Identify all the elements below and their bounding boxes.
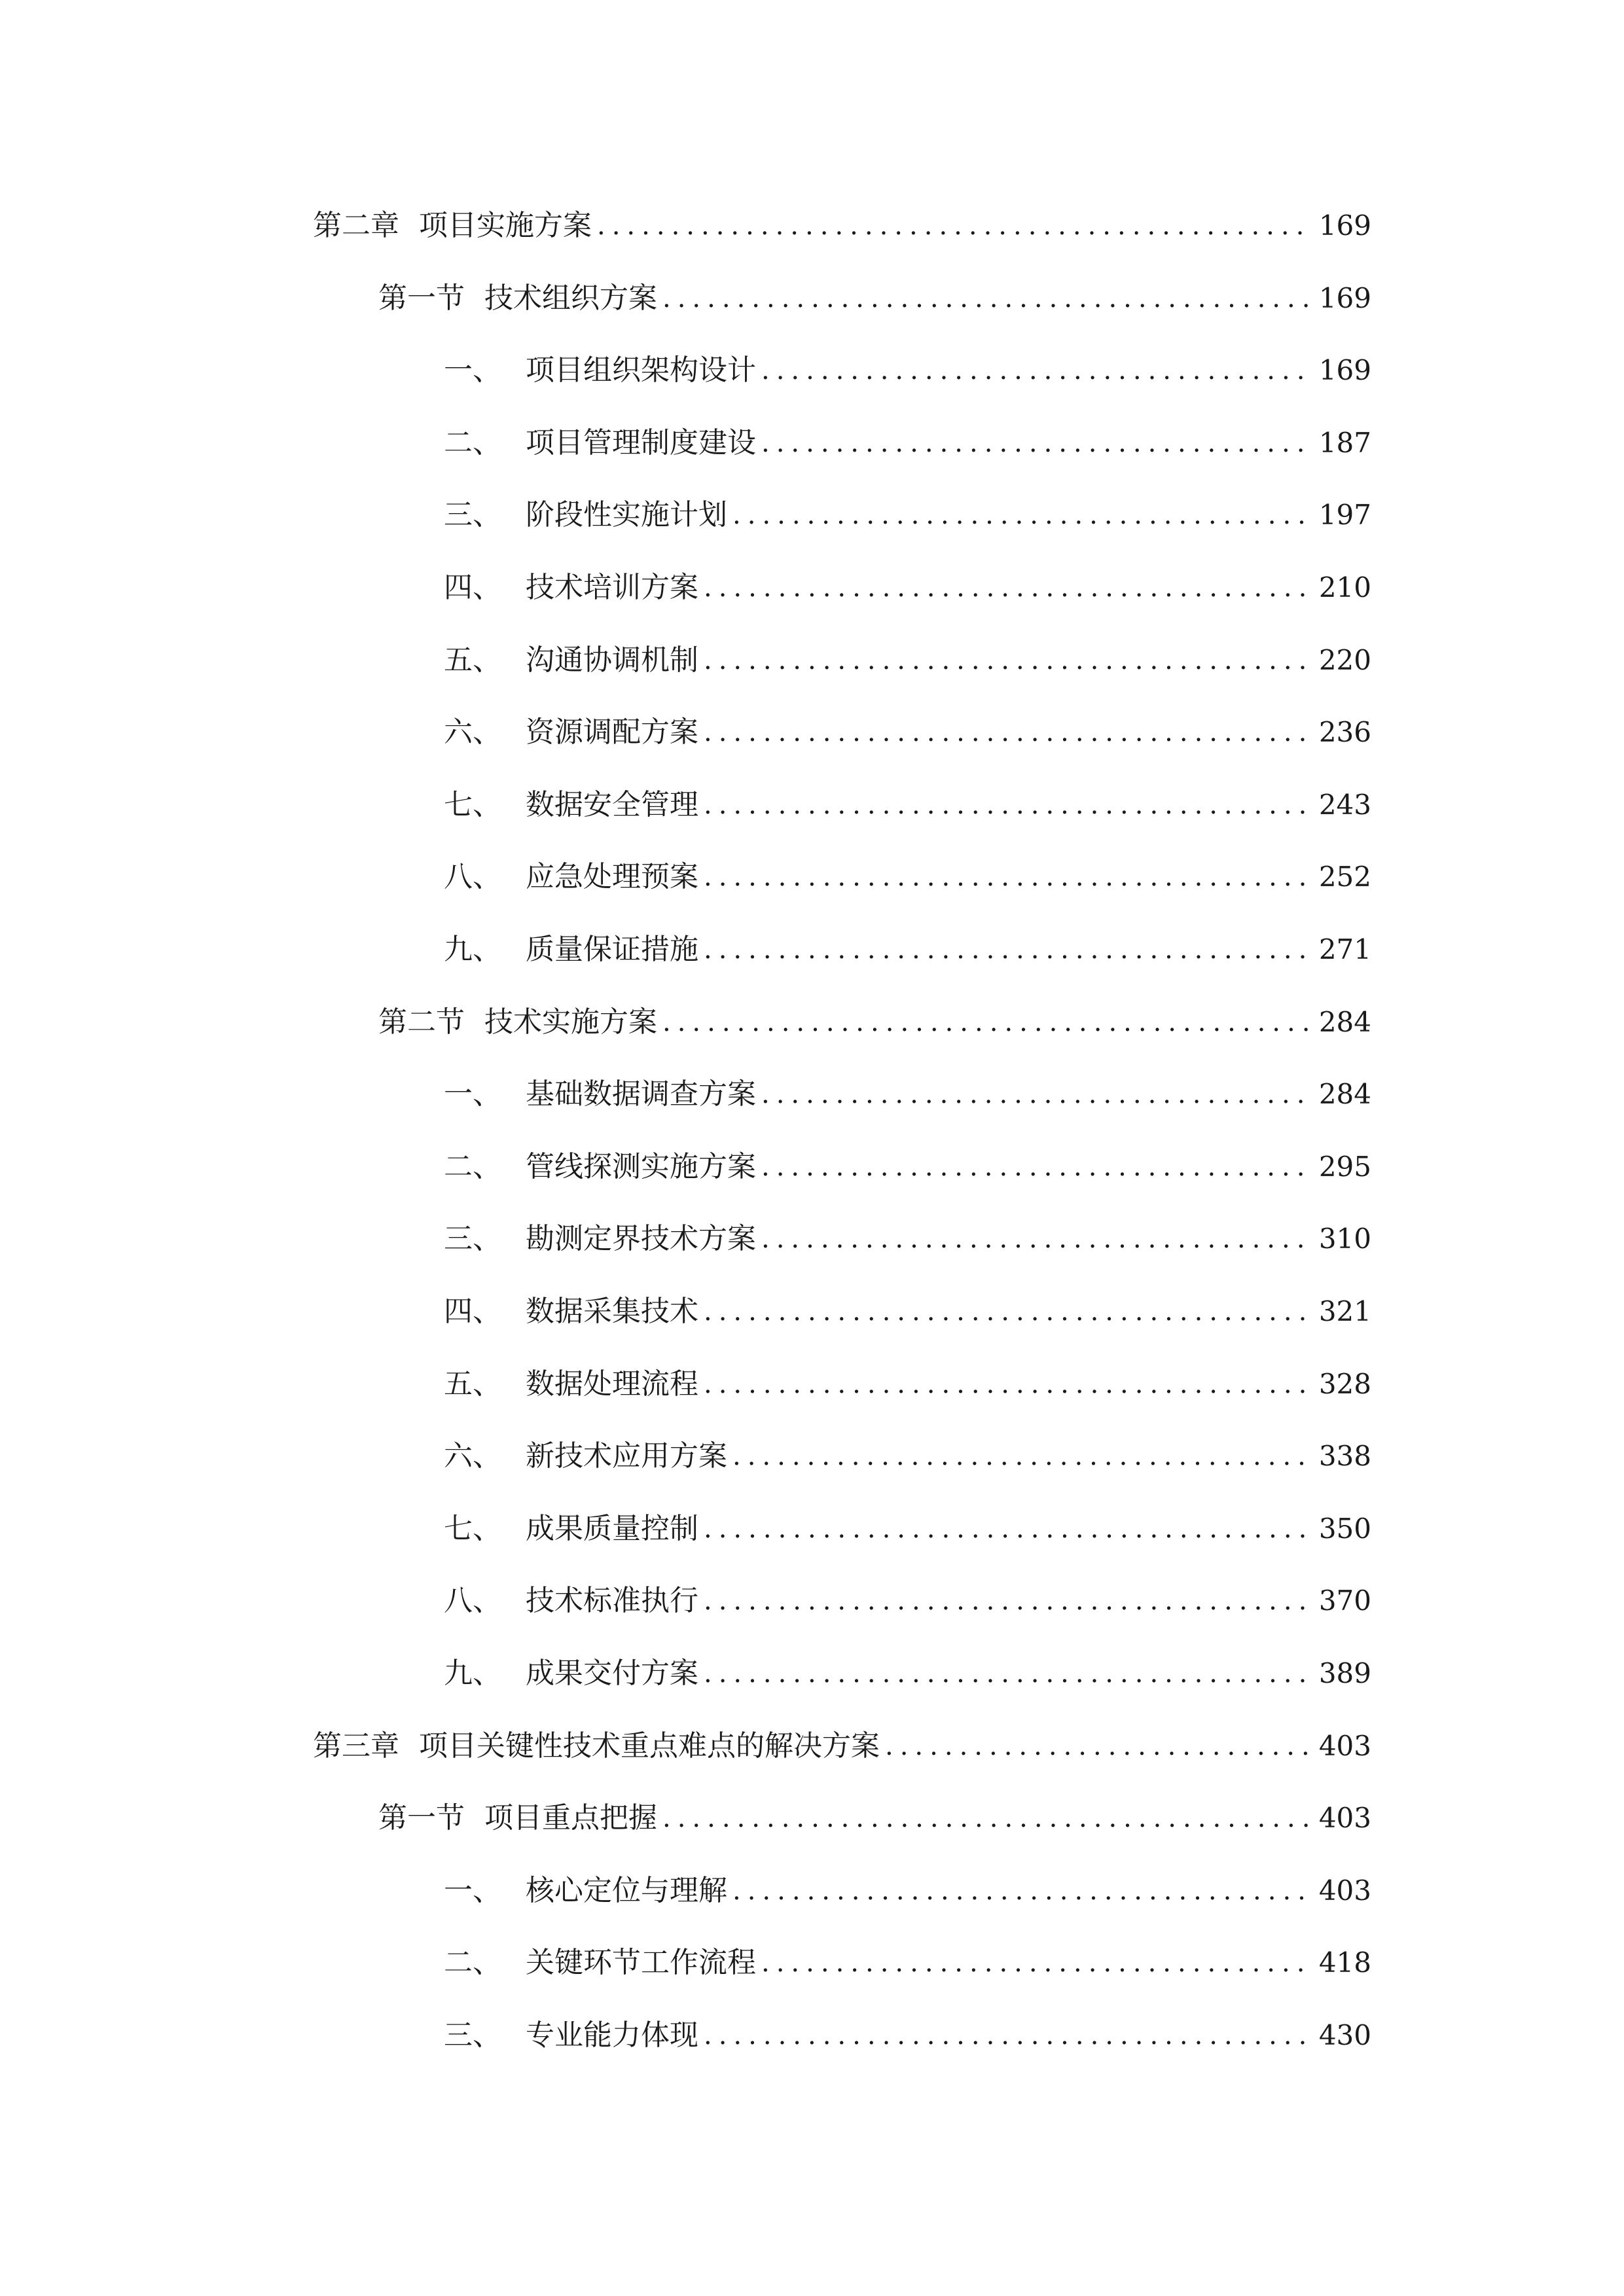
toc-entry-number: 四、: [444, 1295, 501, 1328]
toc-page-number: 169: [1318, 354, 1371, 386]
toc-dot-leader: [761, 1068, 1308, 1121]
toc-dot-leader: [597, 200, 1308, 252]
toc-dot-leader: [662, 996, 1308, 1049]
toc-entry[interactable]: [444, 1213, 1371, 1265]
toc-entry-title: 关键环节工作流程: [526, 1946, 756, 1979]
toc-page-number: 284: [1318, 1006, 1371, 1038]
toc-dot-leader: [704, 1503, 1308, 1555]
toc-entry-title: 应急处理预案: [526, 860, 698, 893]
toc-entry-title: 成果交付方案: [526, 1657, 698, 1690]
toc-entry-title: 项目组织架构设计: [526, 353, 756, 387]
toc-entry-title: 勘测定界技术方案: [526, 1222, 756, 1255]
toc-entry-number: 八、: [444, 1584, 501, 1617]
toc-entry-title: 技术组织方案: [484, 281, 657, 315]
toc-page-number: 370: [1318, 1585, 1371, 1617]
toc-entry-title: 数据安全管理: [526, 788, 698, 821]
toc-page-number: 210: [1318, 571, 1371, 603]
toc-entry[interactable]: [444, 1141, 1371, 1193]
toc-entry-number: 一、: [444, 1077, 501, 1111]
toc-entry[interactable]: [313, 200, 1371, 252]
toc-entry[interactable]: [444, 344, 1371, 397]
toc-entry[interactable]: [444, 924, 1371, 976]
toc-entry-number: 六、: [444, 1439, 501, 1473]
toc-entry-title: 技术实施方案: [484, 1005, 657, 1039]
toc-entry[interactable]: [444, 1647, 1371, 1700]
toc-dot-leader: [761, 417, 1308, 469]
toc-entry[interactable]: [444, 489, 1371, 541]
toc-dot-leader: [761, 1213, 1308, 1265]
toc-dot-leader: [885, 1720, 1308, 1772]
toc-entry-number: 三、: [444, 2018, 501, 2052]
toc-dot-leader: [704, 1647, 1308, 1700]
toc-dot-leader: [662, 272, 1308, 325]
toc-section-label: 第一节: [378, 281, 465, 315]
toc-dot-leader: [704, 1285, 1308, 1338]
toc-entry[interactable]: [444, 1285, 1371, 1338]
toc-page-number: 284: [1318, 1078, 1371, 1110]
toc-dot-leader: [732, 489, 1308, 541]
toc-page-number: 197: [1318, 499, 1371, 531]
toc-dot-leader: [704, 779, 1308, 831]
toc-entry-title: 基础数据调查方案: [526, 1077, 756, 1111]
toc-entry[interactable]: [444, 562, 1371, 614]
toc-entry-number: 三、: [444, 498, 501, 531]
toc-entry-number: 二、: [444, 426, 501, 459]
toc-page-number: 310: [1318, 1223, 1371, 1255]
toc-entry-number: 二、: [444, 1150, 501, 1183]
toc-page-number: 236: [1318, 716, 1371, 748]
toc-page-number: 321: [1318, 1295, 1371, 1327]
toc-entry[interactable]: [444, 1503, 1371, 1555]
toc-page-number: 389: [1318, 1657, 1371, 1689]
toc-dot-leader: [704, 634, 1308, 687]
toc-dot-leader: [704, 851, 1308, 903]
toc-entry-number: 八、: [444, 860, 501, 893]
toc-entry-number: 九、: [444, 1657, 501, 1690]
toc-entry[interactable]: [444, 417, 1371, 469]
toc-entry[interactable]: [444, 1068, 1371, 1121]
toc-dot-leader: [704, 562, 1308, 614]
toc-entry-title: 技术标准执行: [526, 1584, 698, 1617]
toc-dot-leader: [704, 924, 1308, 976]
toc-dot-leader: [732, 1865, 1308, 1917]
toc-page-number: 271: [1318, 933, 1371, 965]
toc-chapter-label: 第三章: [313, 1729, 399, 1763]
toc-page-number: 418: [1318, 1946, 1371, 1979]
toc-entry-title: 项目管理制度建设: [526, 426, 756, 459]
toc-chapter-label: 第二章: [313, 209, 399, 242]
toc-entry-title: 项目重点把握: [484, 1801, 657, 1835]
toc-page-number: 252: [1318, 861, 1371, 893]
toc-entry-number: 六、: [444, 715, 501, 749]
toc-dot-leader: [704, 1358, 1308, 1410]
toc-entry-title: 管线探测实施方案: [526, 1150, 756, 1183]
toc-page-number: 403: [1318, 1874, 1371, 1907]
toc-entry[interactable]: [444, 634, 1371, 687]
toc-entry-title: 项目关键性技术重点难点的解决方案: [419, 1729, 880, 1763]
toc-entry-title: 技术培训方案: [526, 571, 698, 604]
toc-entry-title: 沟通协调机制: [526, 643, 698, 677]
toc-entry-title: 阶段性实施计划: [526, 498, 727, 531]
toc-page-number: 187: [1318, 427, 1371, 459]
toc-entry-title: 核心定位与理解: [526, 1874, 727, 1907]
toc-entry-number: 二、: [444, 1946, 501, 1979]
toc-entry-title: 质量保证措施: [526, 933, 698, 966]
toc-entry[interactable]: [444, 2009, 1371, 2062]
toc-section-label: 第二节: [378, 1005, 465, 1039]
toc-entry[interactable]: [444, 1937, 1371, 1989]
toc-entry-number: 七、: [444, 788, 501, 821]
toc-dot-leader: [761, 1141, 1308, 1193]
toc-page-number: 243: [1318, 789, 1371, 821]
toc-entry[interactable]: [444, 1865, 1371, 1917]
toc-entry[interactable]: [313, 1720, 1371, 1772]
toc-page-number: 328: [1318, 1368, 1371, 1400]
toc-entry-number: 四、: [444, 571, 501, 604]
toc-page-number: 169: [1318, 209, 1371, 242]
toc-page-number: 338: [1318, 1440, 1371, 1472]
toc-dot-leader: [662, 1792, 1308, 1844]
toc-page-number: 430: [1318, 2019, 1371, 2051]
toc-entry[interactable]: [444, 1575, 1371, 1627]
toc-entry[interactable]: [378, 996, 1371, 1049]
toc-entry-title: 项目实施方案: [419, 209, 592, 242]
toc-page-number: 350: [1318, 1513, 1371, 1545]
toc-section-label: 第一节: [378, 1801, 465, 1835]
toc-entry[interactable]: [444, 1430, 1371, 1482]
toc-entry[interactable]: [378, 1792, 1371, 1844]
toc-page-number: 220: [1318, 644, 1371, 676]
toc-dot-leader: [732, 1430, 1308, 1482]
toc-entry-number: 一、: [444, 1874, 501, 1907]
toc-entry[interactable]: [444, 851, 1371, 903]
toc-page-number: 403: [1318, 1730, 1371, 1762]
toc-dot-leader: [704, 706, 1308, 759]
toc-page-number: 403: [1318, 1802, 1371, 1834]
toc-entry-number: 五、: [444, 1367, 501, 1401]
toc-entry-title: 新技术应用方案: [526, 1439, 727, 1473]
toc-dot-leader: [704, 1575, 1308, 1627]
toc-entry[interactable]: [378, 272, 1371, 325]
toc-entry[interactable]: [444, 1358, 1371, 1410]
toc-entry-number: 九、: [444, 933, 501, 966]
toc-entry-number: 三、: [444, 1222, 501, 1255]
toc-entry-number: 一、: [444, 353, 501, 387]
toc-dot-leader: [704, 2009, 1308, 2062]
toc-entry-title: 资源调配方案: [526, 715, 698, 749]
toc-entry[interactable]: [444, 779, 1371, 831]
toc-dot-leader: [761, 1937, 1308, 1989]
toc-dot-leader: [761, 344, 1308, 397]
toc-entry-title: 数据采集技术: [526, 1295, 698, 1328]
toc-page-number: 295: [1318, 1151, 1371, 1183]
toc-entry-number: 七、: [444, 1512, 501, 1545]
toc-entry-title: 数据处理流程: [526, 1367, 698, 1401]
toc-entry-title: 专业能力体现: [526, 2018, 698, 2052]
toc-entry-title: 成果质量控制: [526, 1512, 698, 1545]
toc-page-number: 169: [1318, 282, 1371, 314]
toc-entry-number: 五、: [444, 643, 501, 677]
toc-entry[interactable]: [444, 706, 1371, 759]
